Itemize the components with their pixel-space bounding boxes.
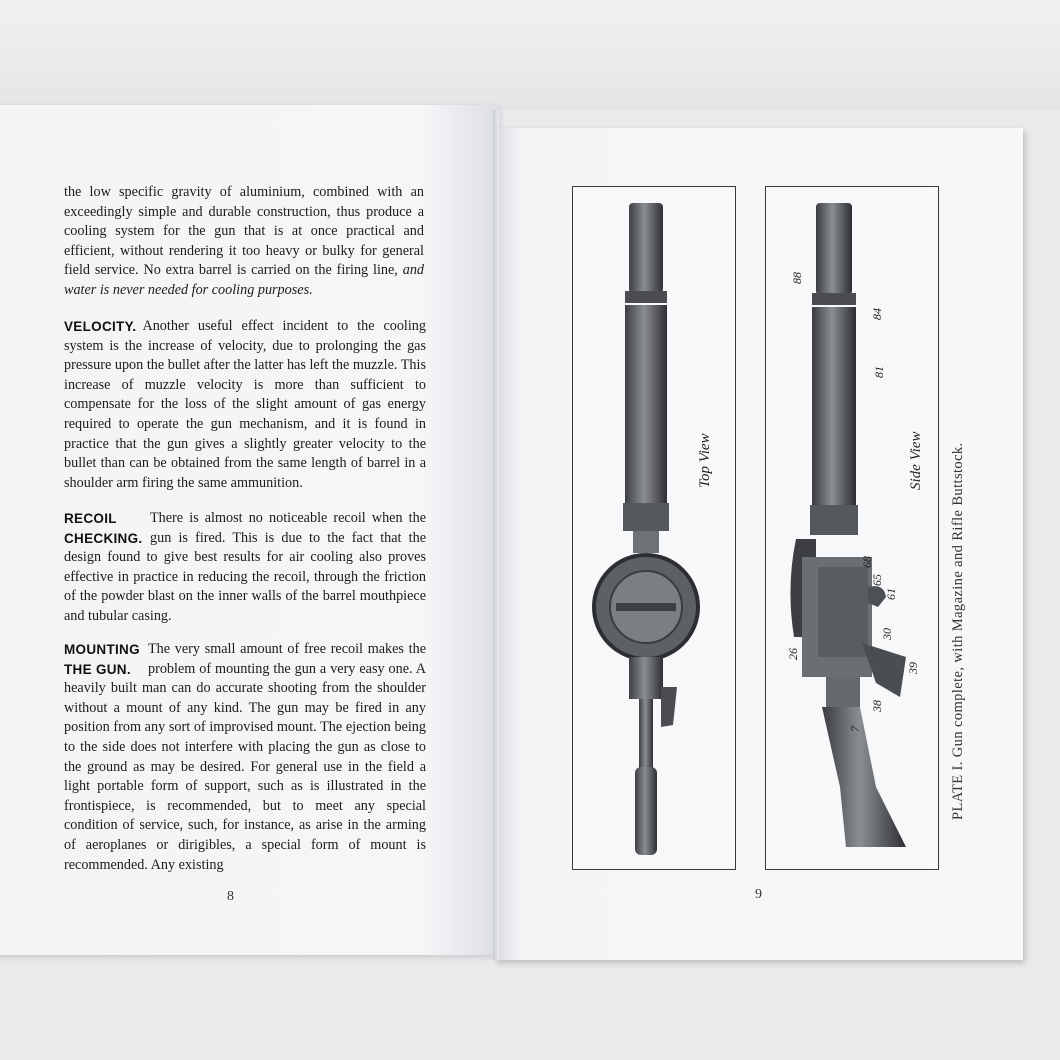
section-heading: VELOCITY. xyxy=(64,319,137,334)
side-view-panel xyxy=(765,186,939,870)
book-gutter xyxy=(493,110,499,960)
part-number-label: 39 xyxy=(906,662,920,674)
part-number-label: 84 xyxy=(870,308,884,320)
intro-italic-text: and water is never needed for cooling purposes. xyxy=(64,262,424,298)
part-number-label: 88 xyxy=(790,272,804,284)
top-view-label: Top View xyxy=(697,433,713,488)
gun-side-view-illustration xyxy=(766,187,938,869)
section-mounting-the-gun xyxy=(64,640,426,875)
part-number-label: 30 xyxy=(880,628,894,640)
section-body: There is almost no noticeable recoil when the gun is fired. This is due to the fact that the design found to give best results for air cooling also proves effective in practice in reducing the recoil, through the friction of the powder blast on the inner walls of the barrel mouthpiece and tubular casing. xyxy=(64,510,426,624)
intro-text: the low specific gravity of aluminium, combined with an exceedingly simple and durable construction, thus produce a cooling system for the gun that is at once practical and efficient, without rendering it too heavy or bulky for general field service. No extra barrel is carried on the firing line, xyxy=(64,184,424,279)
page-number-left: 8 xyxy=(227,889,234,904)
background xyxy=(0,0,1060,110)
page-number-right: 9 xyxy=(755,887,762,902)
gun-top-view-illustration xyxy=(573,187,735,869)
side-view-label: Side View xyxy=(908,431,924,490)
part-number-label: 81 xyxy=(872,366,886,378)
part-number-label: 68 xyxy=(860,556,874,568)
plate-caption: PLATE I. Gun complete, with Magazine and Rifle Buttstock. xyxy=(950,442,966,820)
part-number-label: 38 xyxy=(870,700,884,712)
section-recoil-checking xyxy=(64,509,426,627)
top-view-panel xyxy=(572,186,736,870)
part-number-label: 7 xyxy=(848,726,862,732)
part-number-label: 65 xyxy=(870,574,884,586)
section-velocity xyxy=(64,317,426,493)
part-number-label: 61 xyxy=(884,588,898,600)
section-body: Another useful effect incident to the cooling system is the increase of velocity, due to prolonging the gas pressure upon the bullet after the latter has left the muzzle. This increase of muzzle velocity is more than sufficient to compensate for the loss of the slight amount of gas energy required to operate the gun mechanism, and it is found in practice that the gun gives a slightly greater velocity to the bullet than can be obtained from the same length of barrel in a shoulder arm firing the same ammunition. xyxy=(64,318,426,491)
intro-paragraph xyxy=(64,183,424,301)
section-heading: MOUNTING THE GUN. xyxy=(64,642,140,677)
section-body: The very small amount of free recoil makes the problem of mounting the gun a very easy one. A heavily built man can do accurate shooting from the shoulder without a mount of any kind. The gun may be fired in any position from any sort of improvised mount. The ejection being to the side does not interfere with placing the gun as close to the ground as may be desired. For general use in the field a light portable form of support, such as is illustrated in the frontispiece, is recommended, but to meet any special condition of service, such, for instance, as arise in the arming of aeroplanes or dirigibles, a special form of mount is recommended. Any existing xyxy=(64,641,426,873)
part-number-label: 26 xyxy=(786,648,800,660)
section-heading: RECOIL CHECKING. xyxy=(64,511,143,546)
